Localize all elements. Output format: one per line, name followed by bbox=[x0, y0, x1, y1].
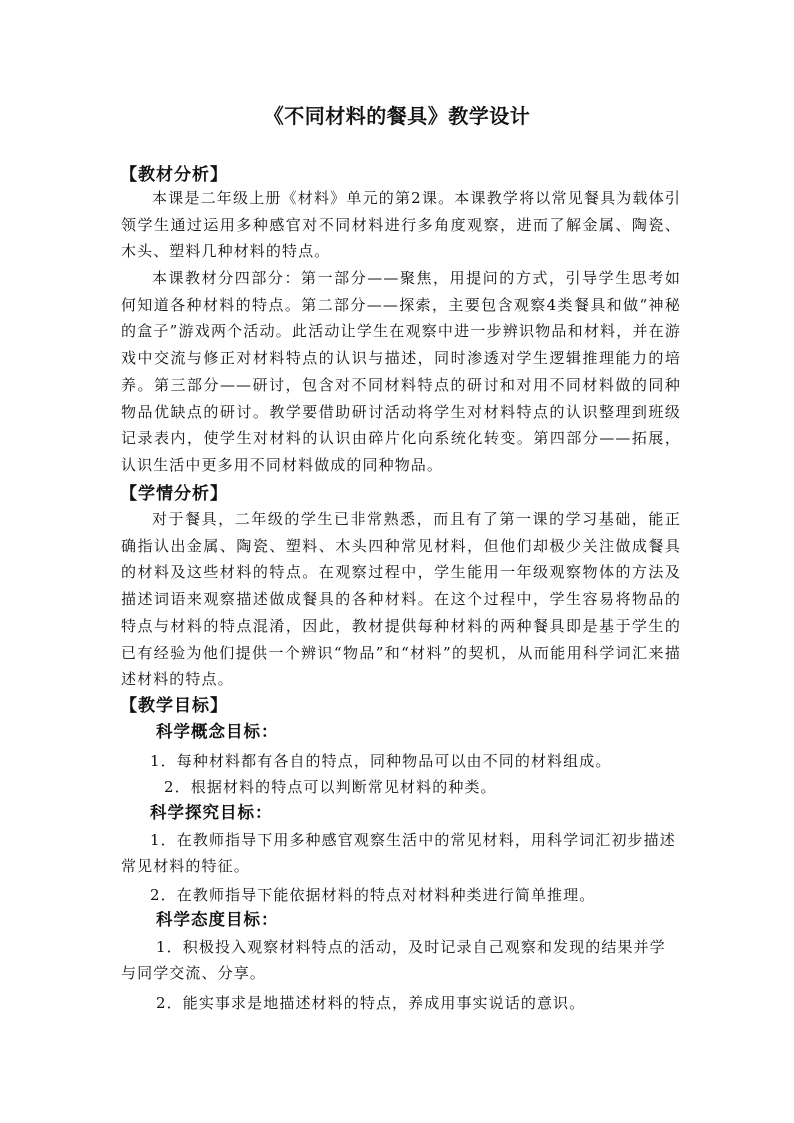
attitude-goal-item-2: 2．能实事求是地描述材料的特点，养成用事实说话的意识。 bbox=[156, 994, 586, 1012]
section-heading-teaching-goals: 【教学目标】 bbox=[120, 696, 228, 716]
concept-goal-item-2: 2．根据材料的特点可以判断常见材料的种类。 bbox=[164, 778, 497, 796]
attitude-goal-item-1: 1．积极投入观察材料特点的活动，及时记录自己观察和发现的结果并学与同学交流、分享。 bbox=[121, 938, 666, 982]
document-title: 《不同材料的餐具》教学设计 bbox=[263, 104, 531, 128]
concept-goal-item-1: 1．每种材料都有各自的特点，同种物品可以由不同的材料组成。 bbox=[150, 752, 612, 770]
concept-goal-label: 科学概念目标： bbox=[156, 722, 279, 741]
section-heading-learner-analysis: 【学情分析】 bbox=[120, 484, 228, 504]
inquiry-goal-item-1: 1．在教师指导下用多种感官观察生活中的常见材料，用科学词汇初步描述常见材料的特征。 bbox=[121, 831, 676, 875]
attitude-goal-label: 科学态度目标： bbox=[156, 910, 279, 929]
textbook-analysis-paragraph-2: 本课教材分四部分：第一部分——聚焦，用提问的方式，引导学生思考如何知道各种材料的特点。第二部分——探索，主要包含观察4类餐具和做“神秘的盒子”游戏两个活动。此活动让学生在观察中进一步辨识物品和材料，并在游戏中交流与修正对材料特点的认识与描述，同时渗透对学生逻辑推理能力的培养。第三部分——研讨，包含对不同材料特点的研讨和对用不同材料做的同种物品优缺点的研讨。教学要借助研讨活动将学生对材料特点的认识整理到班级记录表内，使学生对材料的认识由碎片化向系统化转变。第四部分——拓展，认识生活中更多用不同材料做成的同种物品。 bbox=[121, 269, 681, 474]
section-heading-textbook-analysis: 【教材分析】 bbox=[120, 165, 228, 185]
inquiry-goal-label: 科学探究目标： bbox=[150, 803, 273, 822]
learner-analysis-paragraph: 对于餐具，二年级的学生已非常熟悉，而且有了第一课的学习基础，能正确指认出金属、陶瓷、塑料、木头四种常见材料，但他们却极少关注做成餐具的材料及这些材料的特点。在观察过程中，学生能用一年级观察物体的方法及描述词语来观察描述做成餐具的各种材料。在这个过程中，学生容易将物品的特点与材料的特点混淆，因此，教材提供每种材料的两种餐具即是基于学生的已有经验为他们提供一个辨识“物品”和“材料”的契机，从而能用科学词汇来描述材料的特点。 bbox=[121, 510, 681, 689]
textbook-analysis-paragraph-1: 本课是二年级上册《材料》单元的第2课。本课教学将以常见餐具为载体引领学生通过运用多种感官对不同材料进行多角度观察，进而了解金属、陶瓷、木头、塑料几种材料的特点。 bbox=[121, 189, 681, 261]
inquiry-goal-item-2: 2．在教师指导下能依据材料的特点对材料种类进行简单推理。 bbox=[150, 886, 596, 904]
